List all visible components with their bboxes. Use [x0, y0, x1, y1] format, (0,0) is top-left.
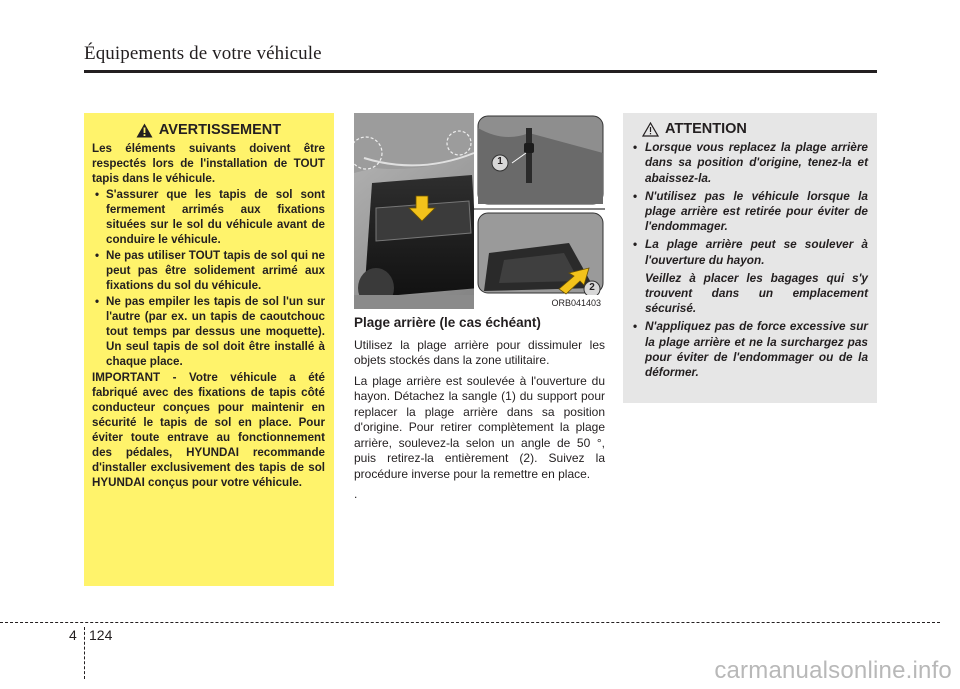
attention-item: • La plage arrière peut se soulever à l'ouverture du hayon.: [631, 237, 868, 267]
warning-list: [92, 187, 325, 369]
attention-title: ATTENTION: [665, 121, 747, 137]
warning-important: IMPORTANT - Votre véhicule a été fabriqué avec des fixations de tapis côté conducteur conçues pour maintenir en sécurité le tapis de sol en place. Pour éviter toute entrave au fonctionnement des pédales, HYUNDAI recommande d'installer exclusivement des tapis de sol HYUNDAI conçus pour votre véhicule.: [92, 371, 325, 489]
warning-heading: [92, 123, 325, 138]
footer-rule: [0, 622, 940, 623]
section-heading: Plage arrière (le cas échéant): [354, 315, 541, 330]
section-paragraph: .: [354, 487, 358, 501]
footer-divider: [84, 627, 85, 679]
warning-item: • Ne pas empiler les tapis de sol l'un sur l'autre (par ex. un tapis de caoutchouc tout temps par dessus une moquette). Un seul tapis de sol doit être installé à chaque place.: [92, 294, 325, 369]
warning-item: • Ne pas utiliser TOUT tapis de sol qui ne peut pas être solidement arrimé aux fixations du sol du véhicule.: [92, 248, 325, 293]
attention-item: • N'appliquez pas de force excessive sur la plage arrière et ne la surchargez pas pour éviter de l'endommager ou de la déformer.: [631, 319, 868, 380]
cargo-cover-illustration: [354, 113, 605, 309]
page-header-title: Équipements de votre véhicule: [84, 43, 322, 64]
chapter-number: 4: [69, 627, 77, 643]
section-body: [354, 315, 605, 508]
attention-box: [623, 113, 877, 403]
warning-intro: Les éléments suivants doivent être respectés lors de l'installation de TOUT tapis dans le véhicule.: [92, 142, 325, 185]
watermark: carmanualsonline.info: [714, 657, 952, 684]
warning-title: AVERTISSEMENT: [158, 122, 282, 138]
header-rule: [84, 70, 877, 73]
warning-item: • S'assurer que les tapis de sol sont fermement arrimés aux fixations situées sur le sol du véhicule avant de conduire le véhicule.: [92, 187, 325, 247]
warning-box: [84, 113, 334, 586]
cargo-cover-photo: [354, 113, 605, 309]
attention-item: • Lorsque vous replacez la plage arrière dans sa position d'origine, tenez-la et abaissez-la.: [631, 140, 868, 186]
section-paragraph: La plage arrière est soulevée à l'ouverture du hayon. Détachez la sangle (1) du support pour replacer la plage arrière dans sa position d'origine. Pour retirer complètement la plage arrière, soulevez-la selon un angle de 50 °, puis retirez-la entièrement (2). Suivez la procédure inverse pour la remettre en place.: [354, 373, 605, 481]
attention-heading: [642, 122, 868, 137]
attention-item-subtext: Veillez à placer les bagages qui s'y trouvent dans un emplacement sécurisé.: [645, 270, 868, 316]
callout-1-label: 1: [497, 156, 503, 167]
section-paragraph: Utilisez la plage arrière pour dissimuler les objets stockés dans la zone utilitaire.: [354, 337, 605, 367]
attention-item: • N'utilisez pas le véhicule lorsque la plage arrière est retirée pour éviter de l'endommager.: [631, 189, 868, 235]
caution-triangle-icon: [642, 122, 659, 137]
warning-triangle-icon: [136, 123, 153, 138]
callout-2-label: 2: [589, 282, 595, 293]
figure-code: ORB041403: [551, 298, 601, 308]
attention-list-continued: [631, 319, 868, 380]
page-number: 124: [89, 627, 113, 643]
attention-list: [631, 140, 868, 268]
